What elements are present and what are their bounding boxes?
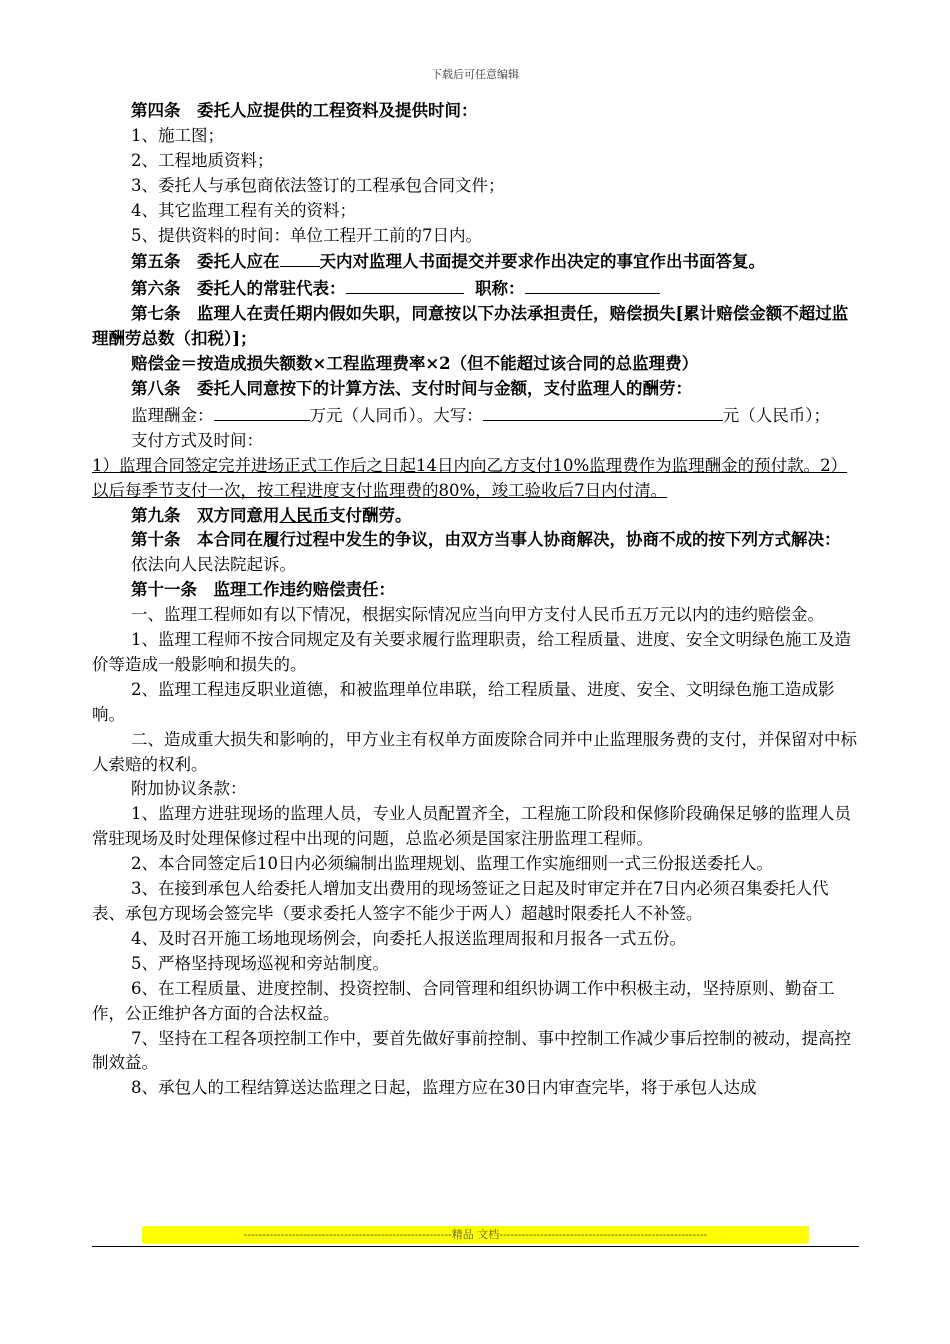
- fee-label: 监理酬金：: [131, 405, 214, 425]
- currency: 人民币: [279, 505, 329, 525]
- article-9-post: 支付酬劳。: [329, 505, 412, 525]
- article-7: 第七条 监理人在责任期内假如失职，同意按以下办法承担责任，赔偿损失[累计赔偿金额不超过监理酬劳总数（扣税）]；: [92, 304, 849, 349]
- article-4-item: 2、工程地质资料；: [131, 150, 274, 170]
- article-10-text: 依法向人民法院起诉。: [131, 555, 296, 575]
- article-4-item: 3、委托人与承包商依法签订的工程承包合同文件；: [131, 175, 505, 195]
- extra-term: 6、在工程质量、进度控制、投资控制、合同管理和组织协调工作中积极主动，坚持原则、勤奋工作，公正维护各方面的合法权益。: [92, 978, 835, 1023]
- article-5: [92, 248, 859, 275]
- article-11-para: 2、监理工程违反职业道德，和被监理单位串联，给工程质量、进度、安全、文明绿色施工造成影响。: [92, 679, 835, 724]
- article-10-title: 第十条 本合同在履行过程中发生的争议，由双方当事人协商解决，协商不成的按下列方式解决：: [131, 530, 841, 550]
- days-blank: [280, 248, 320, 267]
- payment-label: 支付方式及时间：: [131, 430, 263, 450]
- extra-term: 2、本合同签定后10日内必须编制出监理规划、监理工作实施细则一式三份报送委托人。: [131, 854, 773, 874]
- article-11-title: 第十一条 监理工作违约赔偿责任：: [131, 580, 395, 600]
- footer-banner: --------------------------------------------------------精品 文档--------------------------------------------------------: [142, 1226, 809, 1243]
- article-4-item: 4、其它监理工程有关的资料；: [131, 200, 356, 220]
- fee-post: 元（人民币）；: [722, 405, 830, 425]
- article-8-title: 第八条 委托人同意按下的计算方法、支付时间与金额，支付监理人的酬劳：: [131, 378, 692, 398]
- extra-term: 1、监理方进驻现场的监理人员，专业人员配置齐全，工程施工阶段和保修阶段确保足够的监理人员常驻现场及时处理保修过程中出现的问题，总监必须是国家注册监理工程师。: [92, 804, 851, 849]
- extra-term: 4、及时召开施工场地现场例会，向委托人报送监理周报和月报各一式五份。: [131, 928, 686, 948]
- article-4-item: 5、提供资料的时间：单位工程开工前的7日内。: [131, 225, 482, 245]
- article-8-fee: [92, 402, 859, 429]
- footer-text: 精品 文档: [451, 1228, 500, 1241]
- position-blank: [525, 275, 660, 294]
- page-header: 下载后可任意编辑: [431, 68, 519, 81]
- article-11-para: 1、监理工程师不按合同规定及有关要求履行监理职责，给工程质量、进度、安全文明绿色施工及造价等造成一般影响和损失的。: [92, 630, 851, 674]
- footer-divider: [92, 1246, 859, 1247]
- extra-term: 7、坚持在工程各项控制工作中，要首先做好事前控制、事中控制工作减少事后控制的被动，提高控制效益。: [92, 1028, 851, 1073]
- fee-amount-blank: [214, 402, 310, 421]
- article-9-pre: 第九条 双方同意用: [131, 505, 280, 525]
- fee-words-blank: [483, 402, 723, 421]
- article-9: [92, 504, 859, 529]
- article-6: [92, 275, 859, 302]
- article-11-para: 一、监理工程师如有以下情况，根据实际情况应当向甲方支付人民币五万元以内的违约赔偿金。: [131, 605, 824, 625]
- extra-term: 8、承包人的工程结算送达监理之日起，监理方应在30日内审查完毕，将于承包人达成: [131, 1078, 757, 1098]
- article-5-pre: 第五条 委托人应在: [131, 252, 280, 272]
- article-4-title: 第四条 委托人应提供的工程资料及提供时间：: [131, 101, 478, 120]
- document-body: [92, 99, 859, 1101]
- extra-terms-title: 附加协议条款：: [131, 779, 247, 799]
- extra-term: 5、严格坚持现场巡视和旁站制度。: [131, 953, 389, 973]
- article-6-pre: 第六条 委托人的常驻代表：: [131, 279, 346, 299]
- fee-mid: 万元（人同币）。大写：: [309, 405, 483, 425]
- payment-detail: 1）监理合同签定完并进场正式工作后之日起14日内向乙方支付10%监理费作为监理酬金的预付款。2）以后每季节支付一次，按工程进度支付监理费的80%，竣工验收后7日内付清。: [92, 455, 848, 500]
- article-4-item: 1、施工图；: [131, 125, 224, 145]
- extra-term: 3、在接到承包人给委托人增加支出费用的现场签证之日起及时审定并在7日内必须召集委托人代表、承包方现场会签完毕（要求委托人签字不能少于两人）超越时限委托人不补签。: [92, 879, 829, 923]
- article-6-title-label: 职称：: [475, 279, 525, 299]
- article-11-para: 二、造成重大损失和影响的，甲方业主有权单方面废除合同并中止监理服务费的支付，并保留对中标人索赔的权利。: [92, 729, 857, 774]
- article-7-formula: 赔偿金＝按造成损失额数×工程监理费率×2（但不能超过该合同的总监理费）: [131, 354, 699, 374]
- representative-blank: [346, 275, 464, 294]
- article-5-post: 天内对监理人书面提交并要求作出决定的事宜作出书面答复。: [319, 252, 765, 272]
